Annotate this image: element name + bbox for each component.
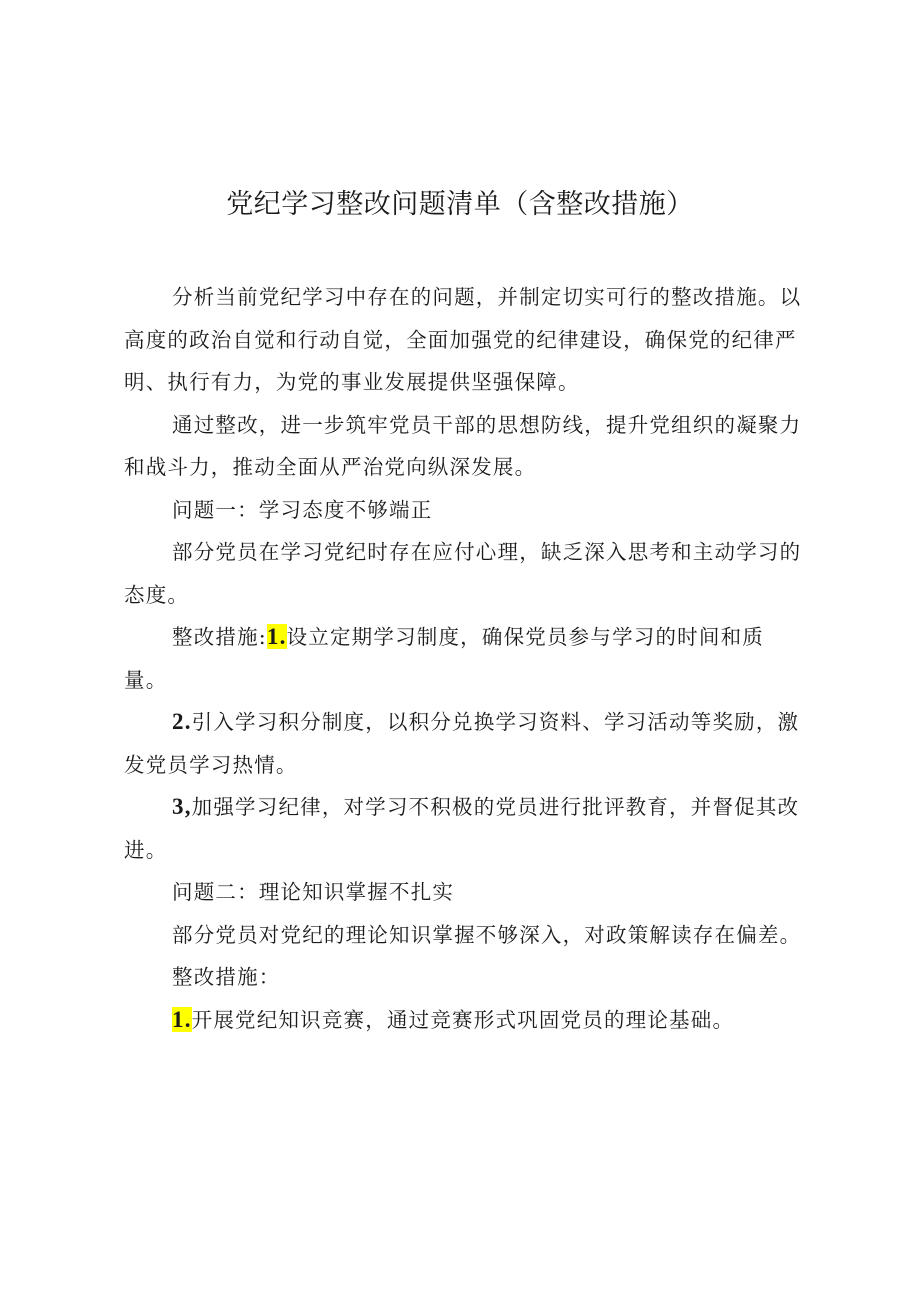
highlighted-measure-number: 1. <box>266 624 287 649</box>
document-body <box>124 276 804 1041</box>
measure-number: 3, <box>172 794 192 819</box>
problem-1-description: 部分党员在学习党纪时存在应付心理，缺乏深入思考和主动学习的态度。 <box>124 540 802 607</box>
measure-text: 加强学习纪律，对学习不积极的党员进行批评教育，并督促其改进。 <box>124 795 800 862</box>
problem-2-description: 部分党员对党纪的理论知识掌握不够深入，对政策解读存在偏差。 <box>172 922 802 947</box>
problem-1-measures-label: 整改措施: <box>172 625 267 649</box>
highlighted-measure-number: 1. <box>172 1006 192 1032</box>
problem-1-measure-3 <box>124 786 804 871</box>
measure-text: 设立定期学习制度，确保党员参与学习的时间和质量。 <box>124 625 764 692</box>
problem-1-measure-1 <box>124 616 804 701</box>
problem-2-measures-label: 整改措施： <box>172 965 281 989</box>
measure-text: 引入学习积分制度，以积分兑换学习资料、学习活动等奖励，激发党员学习热情。 <box>124 710 800 777</box>
intro-paragraph-1: 分析当前党纪学习中存在的问题，并制定切实可行的整改措施。以高度的政治自觉和行动自觉，全面加强党的纪律建设，确保党的纪律严明、执行有力，为党的事业发展提供坚强保障。 <box>124 285 802 394</box>
intro-paragraph-2: 通过整改，进一步筑牢党员干部的思想防线，提升党组织的凝聚力和战斗力，推动全面从严治党向纵深发展。 <box>124 412 802 479</box>
document-title: 党纪学习整改问题清单（含整改措施） <box>226 189 694 220</box>
problem-1-heading: 问题一：学习态度不够端正 <box>172 497 433 522</box>
problem-2-heading: 问题二：理论知识掌握不扎实 <box>172 880 455 904</box>
measure-text: 开展党纪知识竞赛，通过竞赛形式巩固党员的理论基础。 <box>191 1007 735 1032</box>
measure-number: 2. <box>172 709 192 734</box>
problem-1-measure-2 <box>124 701 804 786</box>
problem-2-measure-1 <box>124 999 804 1042</box>
